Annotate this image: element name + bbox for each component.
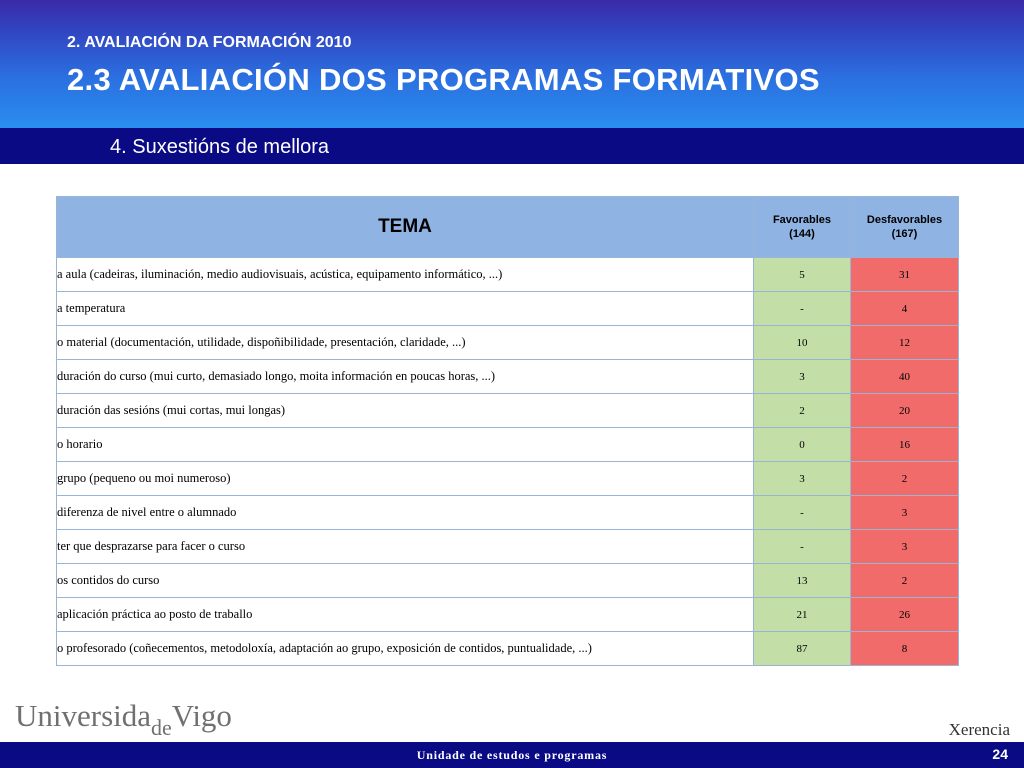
row-desfavorables: 2	[851, 462, 959, 496]
row-desfavorables: 16	[851, 428, 959, 462]
row-tema: duración do curso (mui curto, demasiado longo, moita información en poucas horas, ...)	[57, 360, 754, 394]
table-row	[57, 564, 959, 598]
logo-text-universida: Universida	[15, 698, 152, 733]
row-favorables: 13	[754, 564, 851, 598]
header-desfavorables	[851, 197, 959, 258]
row-tema: aplicación práctica ao posto de traballo	[57, 598, 754, 632]
logo-text-vigo: Vigo	[171, 698, 232, 733]
row-favorables: 10	[754, 326, 851, 360]
row-tema: o horario	[57, 428, 754, 462]
table-row	[57, 598, 959, 632]
row-favorables: 2	[754, 394, 851, 428]
footer-bar	[0, 742, 1024, 768]
row-tema: o profesorado (coñecementos, metodoloxía, adaptación ao grupo, exposición de contidos, puntualidade, ...)	[57, 632, 754, 666]
row-tema: grupo (pequeno ou moi numeroso)	[57, 462, 754, 496]
header-favorables-label: Favorables	[772, 214, 832, 226]
table-row	[57, 360, 959, 394]
row-tema: ter que desprazarse para facer o curso	[57, 530, 754, 564]
subtitle-bar	[0, 128, 1024, 164]
universidade-de-vigo-logo	[15, 698, 232, 740]
header-favorables	[754, 197, 851, 258]
table-row	[57, 496, 959, 530]
row-favorables: -	[754, 496, 851, 530]
suggestions-table	[56, 196, 959, 666]
row-tema: a temperatura	[57, 292, 754, 326]
row-desfavorables: 31	[851, 258, 959, 292]
section-kicker: 2. AVALIACIÓN DA FORMACIÓN 2010	[67, 34, 352, 51]
row-desfavorables: 26	[851, 598, 959, 632]
unidade-label: Unidade de estudos e programas	[416, 748, 608, 762]
row-tema: o material (documentación, utilidade, dispoñibilidade, presentación, claridade, ...)	[57, 326, 754, 360]
table-row	[57, 428, 959, 462]
row-desfavorables: 40	[851, 360, 959, 394]
row-desfavorables: 3	[851, 530, 959, 564]
table-row	[57, 632, 959, 666]
slide-header	[0, 0, 1024, 128]
table-row	[57, 462, 959, 496]
row-favorables: -	[754, 530, 851, 564]
row-favorables: 3	[754, 360, 851, 394]
row-desfavorables: 4	[851, 292, 959, 326]
table-header-row	[57, 197, 959, 258]
row-desfavorables: 20	[851, 394, 959, 428]
row-favorables: 5	[754, 258, 851, 292]
table-row	[57, 292, 959, 326]
row-favorables: 0	[754, 428, 851, 462]
row-tema: a aula (cadeiras, iluminación, medio audiovisuais, acústica, equipamento informático, ...)	[57, 258, 754, 292]
table-row	[57, 326, 959, 360]
header-desfavorables-total: (167)	[891, 228, 918, 240]
row-desfavorables: 12	[851, 326, 959, 360]
row-desfavorables: 3	[851, 496, 959, 530]
slide-title: 2.3 AVALIACIÓN DOS PROGRAMAS FORMATIVOS	[67, 62, 820, 97]
row-favorables: 21	[754, 598, 851, 632]
row-desfavorables: 2	[851, 564, 959, 598]
row-favorables: -	[754, 292, 851, 326]
row-tema: duración das sesións (mui cortas, mui longas)	[57, 394, 754, 428]
header-favorables-total: (144)	[789, 228, 815, 240]
table-row	[57, 530, 959, 564]
xerencia-label: Xerencia	[948, 720, 1010, 739]
row-desfavorables: 8	[851, 632, 959, 666]
logo-text-de: de	[151, 715, 172, 740]
header-desfavorables-label: Desfavorables	[866, 214, 943, 226]
header-tema: TEMA	[57, 197, 754, 258]
row-favorables: 87	[754, 632, 851, 666]
row-tema: diferenza de nivel entre o alumnado	[57, 496, 754, 530]
page-number: 24	[992, 746, 1008, 762]
slide-subtitle: 4. Suxestións de mellora	[110, 136, 330, 158]
row-tema: os contidos do curso	[57, 564, 754, 598]
row-favorables: 3	[754, 462, 851, 496]
table-row	[57, 394, 959, 428]
table-row	[57, 258, 959, 292]
